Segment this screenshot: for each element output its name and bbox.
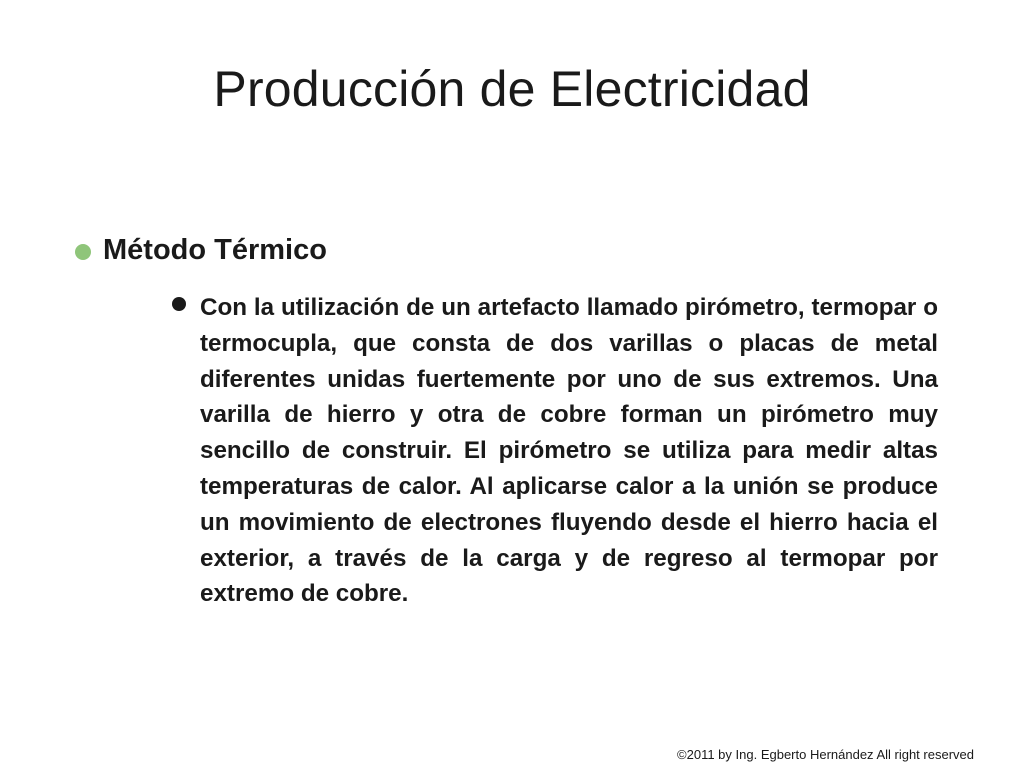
black-bullet-icon — [172, 297, 186, 311]
bullet-level2-text: Con la utilización de un artefacto llamado pirómetro, termopar o termocupla, que consta de dos varillas o placas de metal diferentes unidas fuertemente por uno de sus extremos. Una varilla de hierro y otra de cobre forman un pirómetro muy sencillo de construir. El pirómetro se utiliza para medir altas temperaturas de calor. Al aplicarse calor a la unión se produce un movimiento de electrones fluyendo desde el hierro hacia el exterior, a través de la carga y de regreso al termopar por extremo de cobre. — [200, 294, 938, 608]
green-bullet-icon — [75, 244, 91, 260]
bullet-level1-text: Método Térmico — [103, 234, 327, 266]
slide-title: Producción de Electricidad — [213, 61, 811, 117]
bullet-level1 — [75, 234, 327, 267]
bullet-level2 — [172, 290, 972, 612]
copyright-footer: ©2011 by Ing. Egberto Hernández All right reserved — [677, 747, 974, 762]
